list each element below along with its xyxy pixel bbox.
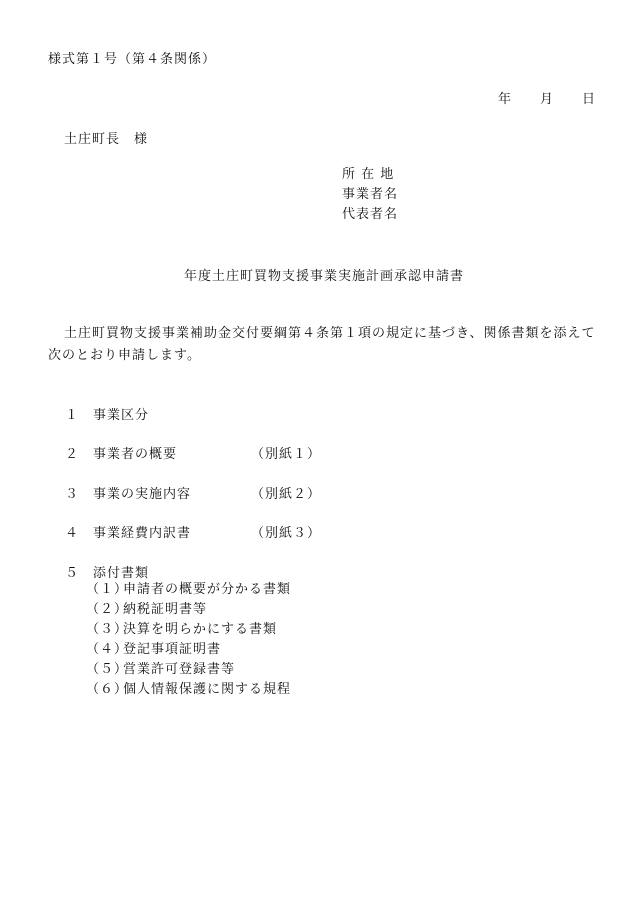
item-attachment-ref: （別紙２） [251, 487, 322, 502]
attachment-item [86, 640, 291, 660]
attachment-item [86, 680, 291, 700]
date-line [498, 88, 596, 107]
attachment-item [86, 620, 291, 640]
item-business-category [65, 404, 149, 423]
business-name-label: 事業者名 [342, 187, 399, 202]
item-number: ４ [65, 526, 80, 541]
attachment-number: （５） [86, 662, 129, 677]
attachment-list [86, 580, 291, 700]
item-implementation-details [65, 483, 322, 502]
attachment-number: （６） [86, 682, 129, 697]
attachment-label: 登記事項証明書 [123, 642, 222, 657]
body-text: 土庄町買物支援事業補助金交付要綱第４条第１項の規定に基づき、関係書類を添えて次のとおり申請します。 [48, 326, 596, 363]
item-label: 事業区分 [93, 408, 150, 423]
attachment-label: 納税証明書等 [123, 602, 208, 617]
item-label: 事業経費内訳書 [93, 526, 192, 541]
attachment-item [86, 600, 291, 620]
addressee: 土庄町長 様 [64, 132, 149, 147]
date-month: 月 [539, 92, 554, 107]
attachment-label: 営業許可登録書等 [123, 662, 236, 677]
document-title: 年度土庄町買物支援事業実施計画承認申請書 [184, 269, 465, 284]
attachment-number: （１） [86, 582, 129, 597]
attachment-label: 申請者の概要が分かる書類 [123, 582, 292, 597]
attachment-number: （２） [86, 602, 129, 617]
applicant-block [342, 165, 398, 225]
item-number: ５ [65, 566, 80, 581]
form-number: 様式第１号（第４条関係） [48, 52, 217, 67]
attachment-number: （３） [86, 622, 129, 637]
address-label: 所 在 地 [342, 167, 395, 182]
item-cost-breakdown [65, 522, 322, 541]
date-year: 年 [497, 92, 512, 107]
date-day: 日 [581, 92, 596, 107]
item-number: １ [65, 408, 80, 423]
attachment-label: 個人情報保護に関する規程 [123, 682, 292, 697]
attachment-item [86, 660, 291, 680]
item-attachment-ref: （別紙１） [251, 447, 322, 462]
attachment-label: 決算を明らかにする書類 [123, 622, 278, 637]
item-business-overview [65, 443, 322, 462]
item-label: 添付書類 [93, 566, 150, 581]
attachment-item [86, 580, 291, 600]
item-number: ３ [65, 487, 80, 502]
item-attachment-ref: （別紙３） [251, 526, 322, 541]
item-number: ２ [65, 447, 80, 462]
item-label: 事業の実施内容 [93, 487, 192, 502]
attachment-number: （４） [86, 642, 129, 657]
representative-label: 代表者名 [342, 207, 399, 222]
item-attachments [65, 562, 149, 581]
item-label: 事業者の概要 [93, 447, 178, 462]
